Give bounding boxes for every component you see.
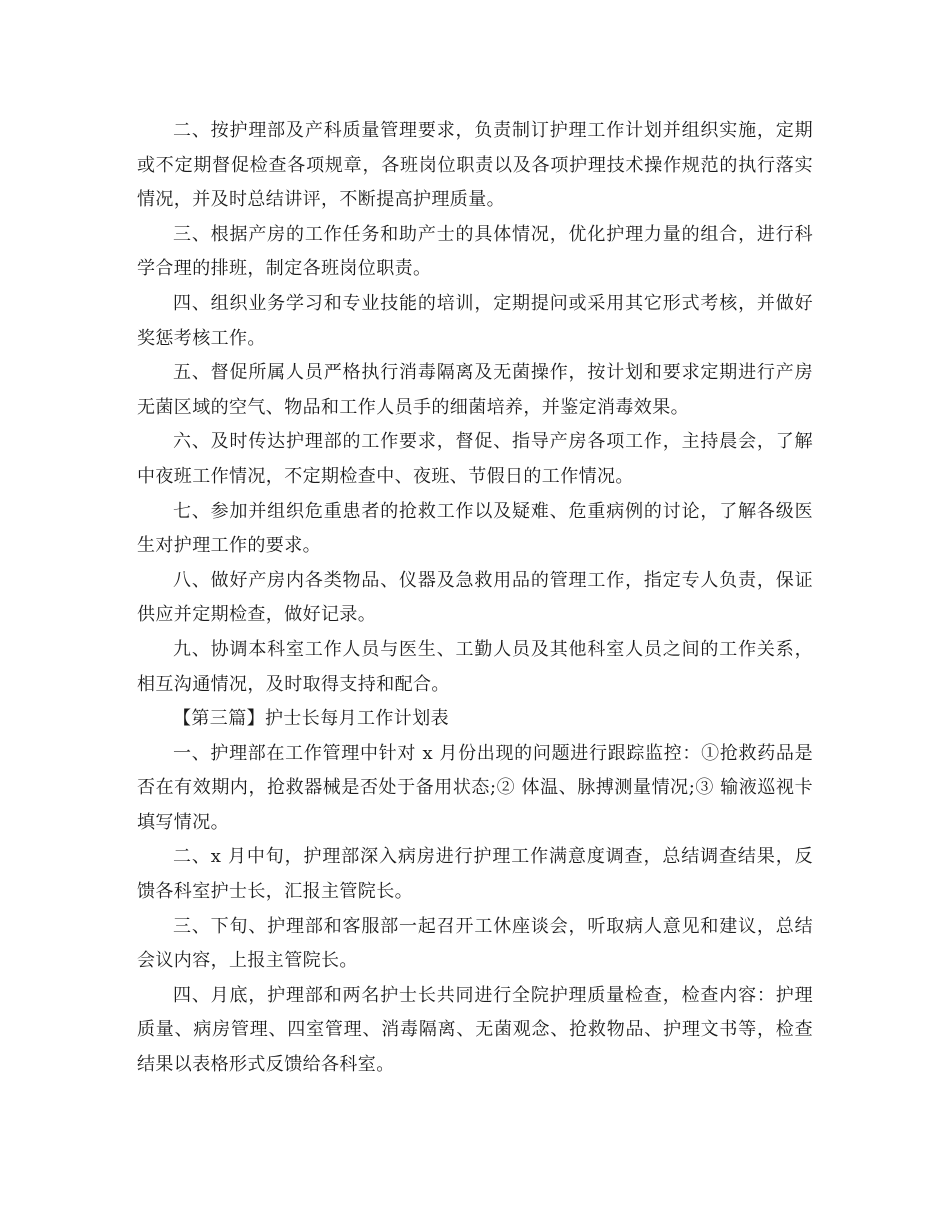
- section-heading: 【第三篇】护士长每月工作计划表: [173, 708, 449, 730]
- paragraph-duty-5: 五、督促所属人员严格执行消毒隔离及无菌操作，按计划和要求定期进行产房无菌区域的空气、物品和工作人员手的细菌培养，并鉴定消毒效果。: [137, 362, 813, 418]
- paragraph-duty-2: 二、按护理部及产科质量管理要求，负责制订护理工作计划并组织实施，定期或不定期督促检查各项规章，各班岗位职责以及各项护理技术操作规范的执行落实情况，并及时总结讲评，不断提高护理质量。: [137, 120, 813, 211]
- paragraph-duty-9: 九、协调本科室工作人员与医生、工勤人员及其他科室人员之间的工作关系，相互沟通情况，及时取得支持和配合。: [137, 638, 813, 695]
- paragraph-plan-2: 二、x 月中旬，护理部深入病房进行护理工作满意度调查，总结调查结果，反馈各科室护士长，汇报主管院长。: [137, 846, 813, 903]
- paragraph-duty-4: 四、组织业务学习和专业技能的培训，定期提问或采用其它形式考核，并做好奖惩考核工作。: [137, 292, 813, 349]
- paragraph-plan-1: 一、护理部在工作管理中针对 x 月份出现的问题进行跟踪监控：①抢救药品是否在有效期内，抢救器械是否处于备用状态;② 体温、脉搏测量情况;③ 输液巡视卡填写情况。: [137, 742, 813, 833]
- paragraph-duty-8: 八、做好产房内各类物品、仪器及急救用品的管理工作，指定专人负责，保证供应并定期检查，做好记录。: [137, 569, 813, 626]
- paragraph-duty-6: 六、及时传达护理部的工作要求，督促、指导产房各项工作，主持晨会，了解中夜班工作情况，不定期检查中、夜班、节假日的工作情况。: [137, 431, 813, 487]
- paragraph-plan-3: 三、下旬、护理部和客服部一起召开工休座谈会，听取病人意见和建议，总结会议内容，上报主管院长。: [137, 915, 813, 972]
- document-body: [137, 114, 813, 1083]
- paragraph-duty-3: 三、根据产房的工作任务和助产士的具体情况，优化护理力量的组合，进行科学合理的排班，制定各班岗位职责。: [137, 223, 813, 280]
- paragraph-duty-7: 七、参加并组织危重患者的抢救工作以及疑难、危重病例的讨论，了解各级医生对护理工作的要求。: [137, 500, 813, 557]
- paragraph-plan-4: 四、月底，护理部和两名护士长共同进行全院护理质量检查，检查内容：护理质量、病房管理、四室管理、消毒隔离、无菌观念、抢救物品、护理文书等，检查结果以表格形式反馈给各科室。: [137, 984, 813, 1076]
